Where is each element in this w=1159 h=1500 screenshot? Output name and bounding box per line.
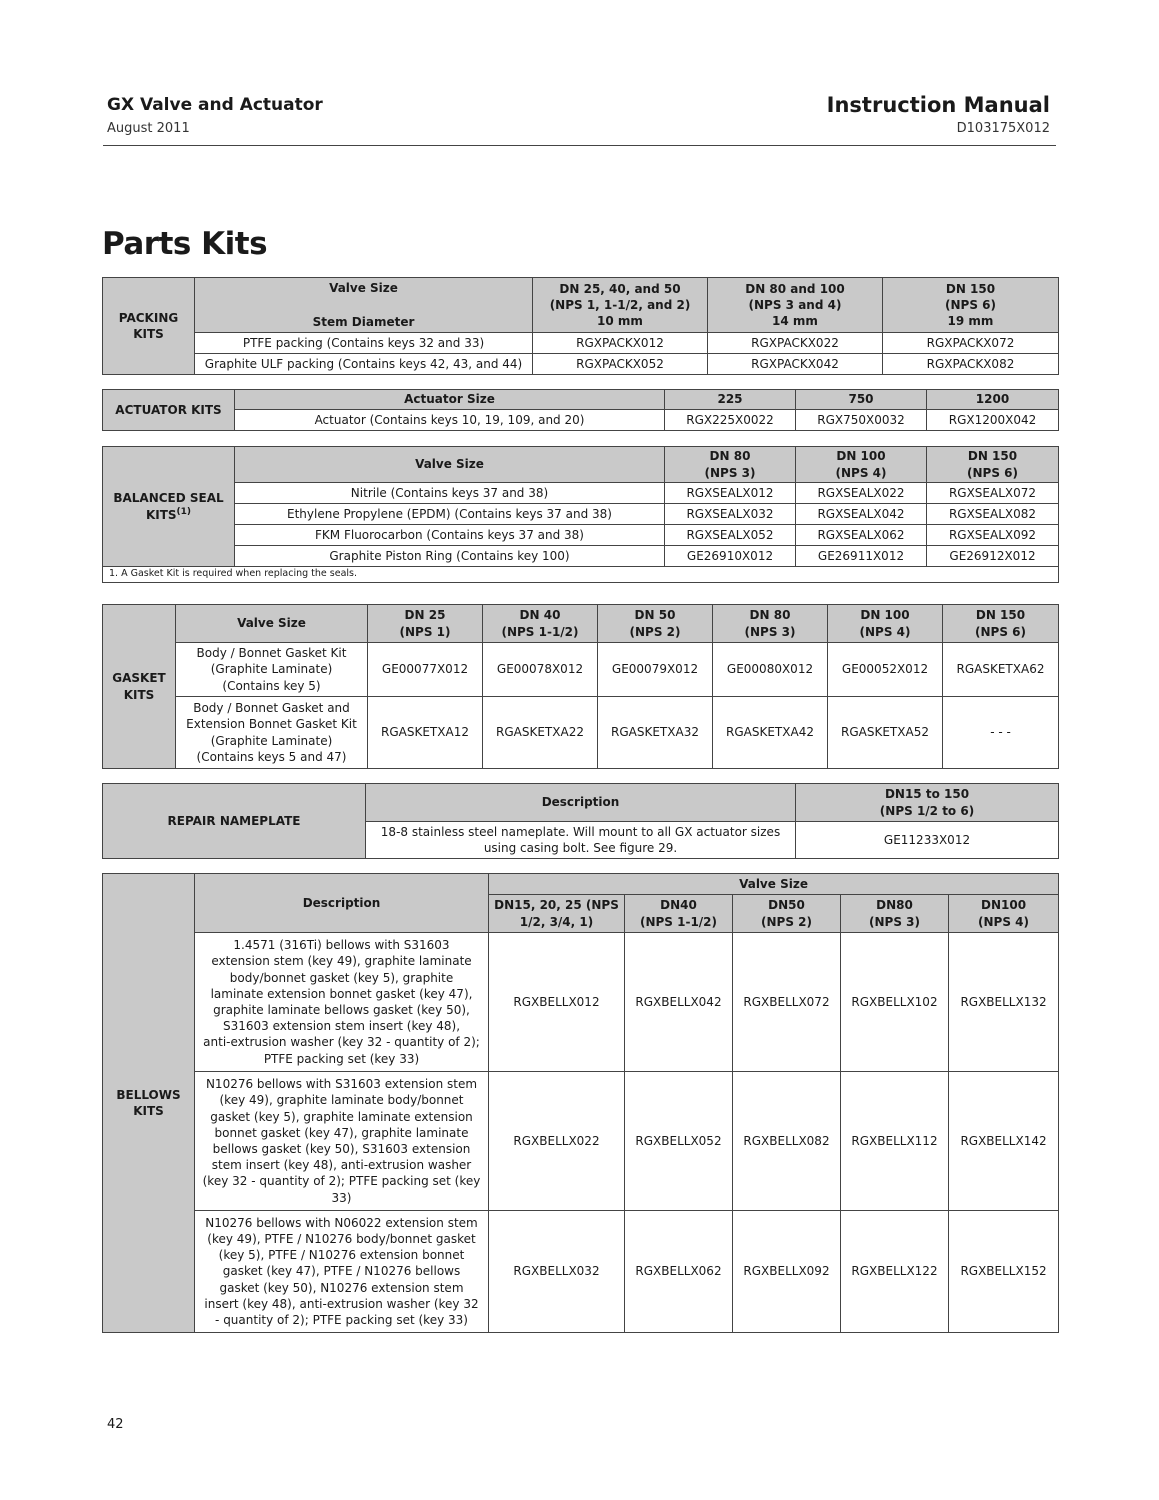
packing-part-number: RGXPACKX052 — [533, 354, 708, 375]
bellows-part-number: RGXBELLX042 — [625, 933, 733, 1072]
bellows-part-number: RGXBELLX132 — [949, 933, 1059, 1072]
seal-part-number: RGXSEALX092 — [927, 525, 1059, 546]
bellows-part-number: RGXBELLX092 — [733, 1211, 841, 1333]
seal-valve-size-header: Valve Size — [235, 447, 665, 483]
gasket-part-number: RGASKETXA22 — [483, 697, 598, 769]
packing-part-number: RGXPACKX082 — [883, 354, 1059, 375]
gasket-part-number: RGASKETXA32 — [598, 697, 713, 769]
gasket-part-number: GE00052X012 — [828, 643, 943, 697]
header-date: August 2011 — [107, 121, 190, 136]
bellows-part-number: RGXBELLX112 — [841, 1072, 949, 1211]
page-title: Parts Kits — [102, 226, 268, 262]
gasket-col-header: DN 150 (NPS 6) — [943, 605, 1059, 643]
gasket-col-header: DN 40 (NPS 1-1/2) — [483, 605, 598, 643]
actuator-part-number: RGX750X0032 — [796, 410, 927, 431]
gasket-col-header: DN 50 (NPS 2) — [598, 605, 713, 643]
repair-nameplate-table — [102, 783, 1059, 859]
gasket-part-number: RGASKETXA42 — [713, 697, 828, 769]
bellows-part-number: RGXBELLX012 — [489, 933, 625, 1072]
gasket-row-label: Body / Bonnet Gasket and Extension Bonnet Gasket Kit (Graphite Laminate) (Contains keys 5 and 47) — [176, 697, 368, 769]
gasket-part-number: GE00080X012 — [713, 643, 828, 697]
header-manual-title: Instruction Manual — [826, 93, 1050, 117]
nameplate-size-header: DN15 to 150 (NPS 1/2 to 6) — [796, 784, 1059, 822]
seal-part-number: GE26912X012 — [927, 546, 1059, 567]
seal-part-number: RGXSEALX042 — [796, 504, 927, 525]
seal-kits-label-text: BALANCED SEAL KITS — [113, 490, 224, 522]
packing-part-number: RGXPACKX012 — [533, 333, 708, 354]
gasket-part-number: - - - — [943, 697, 1059, 769]
seal-row-label: Ethylene Propylene (EPDM) (Contains keys 37 and 38) — [235, 504, 665, 525]
bellows-part-number: RGXBELLX142 — [949, 1072, 1059, 1211]
seal-footnote: 1. A Gasket Kit is required when replacing the seals. — [103, 567, 1059, 583]
bellows-part-number: RGXBELLX122 — [841, 1211, 949, 1333]
gasket-part-number: GE00079X012 — [598, 643, 713, 697]
packing-row-label: PTFE packing (Contains keys 32 and 33) — [195, 333, 533, 354]
bellows-part-number: RGXBELLX032 — [489, 1211, 625, 1333]
gasket-col-header: DN 100 (NPS 4) — [828, 605, 943, 643]
gasket-part-number: GE00077X012 — [368, 643, 483, 697]
bellows-part-number: RGXBELLX062 — [625, 1211, 733, 1333]
bellows-part-number: RGXBELLX022 — [489, 1072, 625, 1211]
bellows-row-description: 1.4571 (316Ti) bellows with S31603 extension stem (key 49), graphite laminate body/bonnet gasket (key 5), graphite laminate extension bonnet gasket (key 47), graphite laminate bellows gasket (key 50), S31603 extension stem insert (key 48), anti-extrusion washer (key 32 - quantity of 2); PTFE packing set (key 33) — [195, 933, 489, 1072]
seal-kits-footnote-ref: (1) — [176, 507, 192, 517]
actuator-kits-label: ACTUATOR KITS — [103, 390, 235, 431]
packing-header-cell — [195, 278, 533, 333]
packing-kits-label: PACKING KITS — [103, 278, 195, 375]
bellows-row-description: N10276 bellows with S31603 extension stem (key 49), graphite laminate body/bonnet gasket (key 5), graphite laminate extension bonnet gasket (key 47), graphite laminate bellows gasket (key 50), S31603 extension stem insert (key 48), anti-extrusion washer (key 32 - quantity of 2); PTFE packing set (key 33) — [195, 1072, 489, 1211]
actuator-col-header: 225 — [665, 390, 796, 410]
packing-row-label: Graphite ULF packing (Contains keys 42, 43, and 44) — [195, 354, 533, 375]
seal-part-number: RGXSEALX032 — [665, 504, 796, 525]
bellows-kits-table — [102, 873, 1059, 1333]
bellows-row-description: N10276 bellows with N06022 extension stem (key 49), PTFE / N10276 body/bonnet gasket (key 5), PTFE / N10276 extension bonnet gasket (key 47), PTFE / N10276 bellows gasket (key 50), N10276 extension stem insert (key 48), anti-extrusion washer (key 32 - quantity of 2); PTFE packing set (key 33) — [195, 1211, 489, 1333]
seal-part-number: RGXSEALX052 — [665, 525, 796, 546]
nameplate-description: 18-8 stainless steel nameplate. Will mount to all GX actuator sizes using casing bolt. See figure 29. — [366, 822, 796, 859]
bellows-col-header: DN80 (NPS 3) — [841, 895, 949, 933]
header-document-number: D103175X012 — [956, 121, 1050, 136]
packing-part-number: RGXPACKX042 — [708, 354, 883, 375]
bellows-kits-label: BELLOWS KITS — [103, 874, 195, 1333]
actuator-size-header: Actuator Size — [235, 390, 665, 410]
gasket-valve-size-header: Valve Size — [176, 605, 368, 643]
header-rule — [103, 145, 1056, 146]
seal-part-number: RGXSEALX082 — [927, 504, 1059, 525]
gasket-part-number: RGASKETXA62 — [943, 643, 1059, 697]
actuator-part-number: RGX225X0022 — [665, 410, 796, 431]
packing-part-number: RGXPACKX072 — [883, 333, 1059, 354]
seal-col-header: DN 80 (NPS 3) — [665, 447, 796, 483]
packing-part-number: RGXPACKX022 — [708, 333, 883, 354]
bellows-part-number: RGXBELLX082 — [733, 1072, 841, 1211]
gasket-col-header: DN 25 (NPS 1) — [368, 605, 483, 643]
gasket-part-number: GE00078X012 — [483, 643, 598, 697]
gasket-row-label: Body / Bonnet Gasket Kit (Graphite Laminate) (Contains key 5) — [176, 643, 368, 697]
page-number: 42 — [107, 1417, 124, 1432]
gasket-part-number: RGASKETXA52 — [828, 697, 943, 769]
bellows-col-header: DN40 (NPS 1-1/2) — [625, 895, 733, 933]
packing-valve-size-header: Valve Size — [329, 281, 398, 295]
bellows-part-number: RGXBELLX152 — [949, 1211, 1059, 1333]
bellows-valve-size-header: Valve Size — [489, 874, 1059, 895]
packing-col-header: DN 25, 40, and 50 (NPS 1, 1-1/2, and 2) 10 mm — [533, 278, 708, 333]
packing-col-header: DN 80 and 100 (NPS 3 and 4) 14 mm — [708, 278, 883, 333]
seal-part-number: RGXSEALX062 — [796, 525, 927, 546]
packing-kits-table — [102, 277, 1059, 375]
seal-part-number: RGXSEALX012 — [665, 483, 796, 504]
actuator-col-header: 750 — [796, 390, 927, 410]
gasket-col-header: DN 80 (NPS 3) — [713, 605, 828, 643]
seal-part-number: GE26910X012 — [665, 546, 796, 567]
packing-stem-diameter-header: Stem Diameter — [312, 314, 415, 329]
bellows-part-number: RGXBELLX072 — [733, 933, 841, 1072]
actuator-col-header: 1200 — [927, 390, 1059, 410]
nameplate-description-header: Description — [366, 784, 796, 822]
seal-col-header: DN 100 (NPS 4) — [796, 447, 927, 483]
bellows-col-header: DN15, 20, 25 (NPS 1/2, 3/4, 1) — [489, 895, 625, 933]
actuator-row-label: Actuator (Contains keys 10, 19, 109, and 20) — [235, 410, 665, 431]
bellows-description-header: Description — [195, 874, 489, 933]
gasket-part-number: RGASKETXA12 — [368, 697, 483, 769]
actuator-part-number: RGX1200X042 — [927, 410, 1059, 431]
repair-nameplate-label: REPAIR NAMEPLATE — [103, 784, 366, 859]
seal-col-header: DN 150 (NPS 6) — [927, 447, 1059, 483]
seal-part-number: RGXSEALX022 — [796, 483, 927, 504]
header-document-title: GX Valve and Actuator — [107, 95, 323, 115]
nameplate-part-number: GE11233X012 — [796, 822, 1059, 859]
seal-row-label: Graphite Piston Ring (Contains key 100) — [235, 546, 665, 567]
seal-row-label: Nitrile (Contains keys 37 and 38) — [235, 483, 665, 504]
seal-part-number: GE26911X012 — [796, 546, 927, 567]
gasket-kits-table — [102, 604, 1059, 769]
seal-kits-label — [103, 447, 235, 567]
seal-part-number: RGXSEALX072 — [927, 483, 1059, 504]
actuator-kits-table — [102, 389, 1059, 431]
seal-row-label: FKM Fluorocarbon (Contains keys 37 and 38) — [235, 525, 665, 546]
bellows-col-header: DN50 (NPS 2) — [733, 895, 841, 933]
gasket-kits-label: GASKET KITS — [103, 605, 176, 769]
bellows-col-header: DN100 (NPS 4) — [949, 895, 1059, 933]
packing-col-header: DN 150 (NPS 6) 19 mm — [883, 278, 1059, 333]
bellows-part-number: RGXBELLX052 — [625, 1072, 733, 1211]
balanced-seal-kits-table — [102, 446, 1059, 583]
bellows-part-number: RGXBELLX102 — [841, 933, 949, 1072]
